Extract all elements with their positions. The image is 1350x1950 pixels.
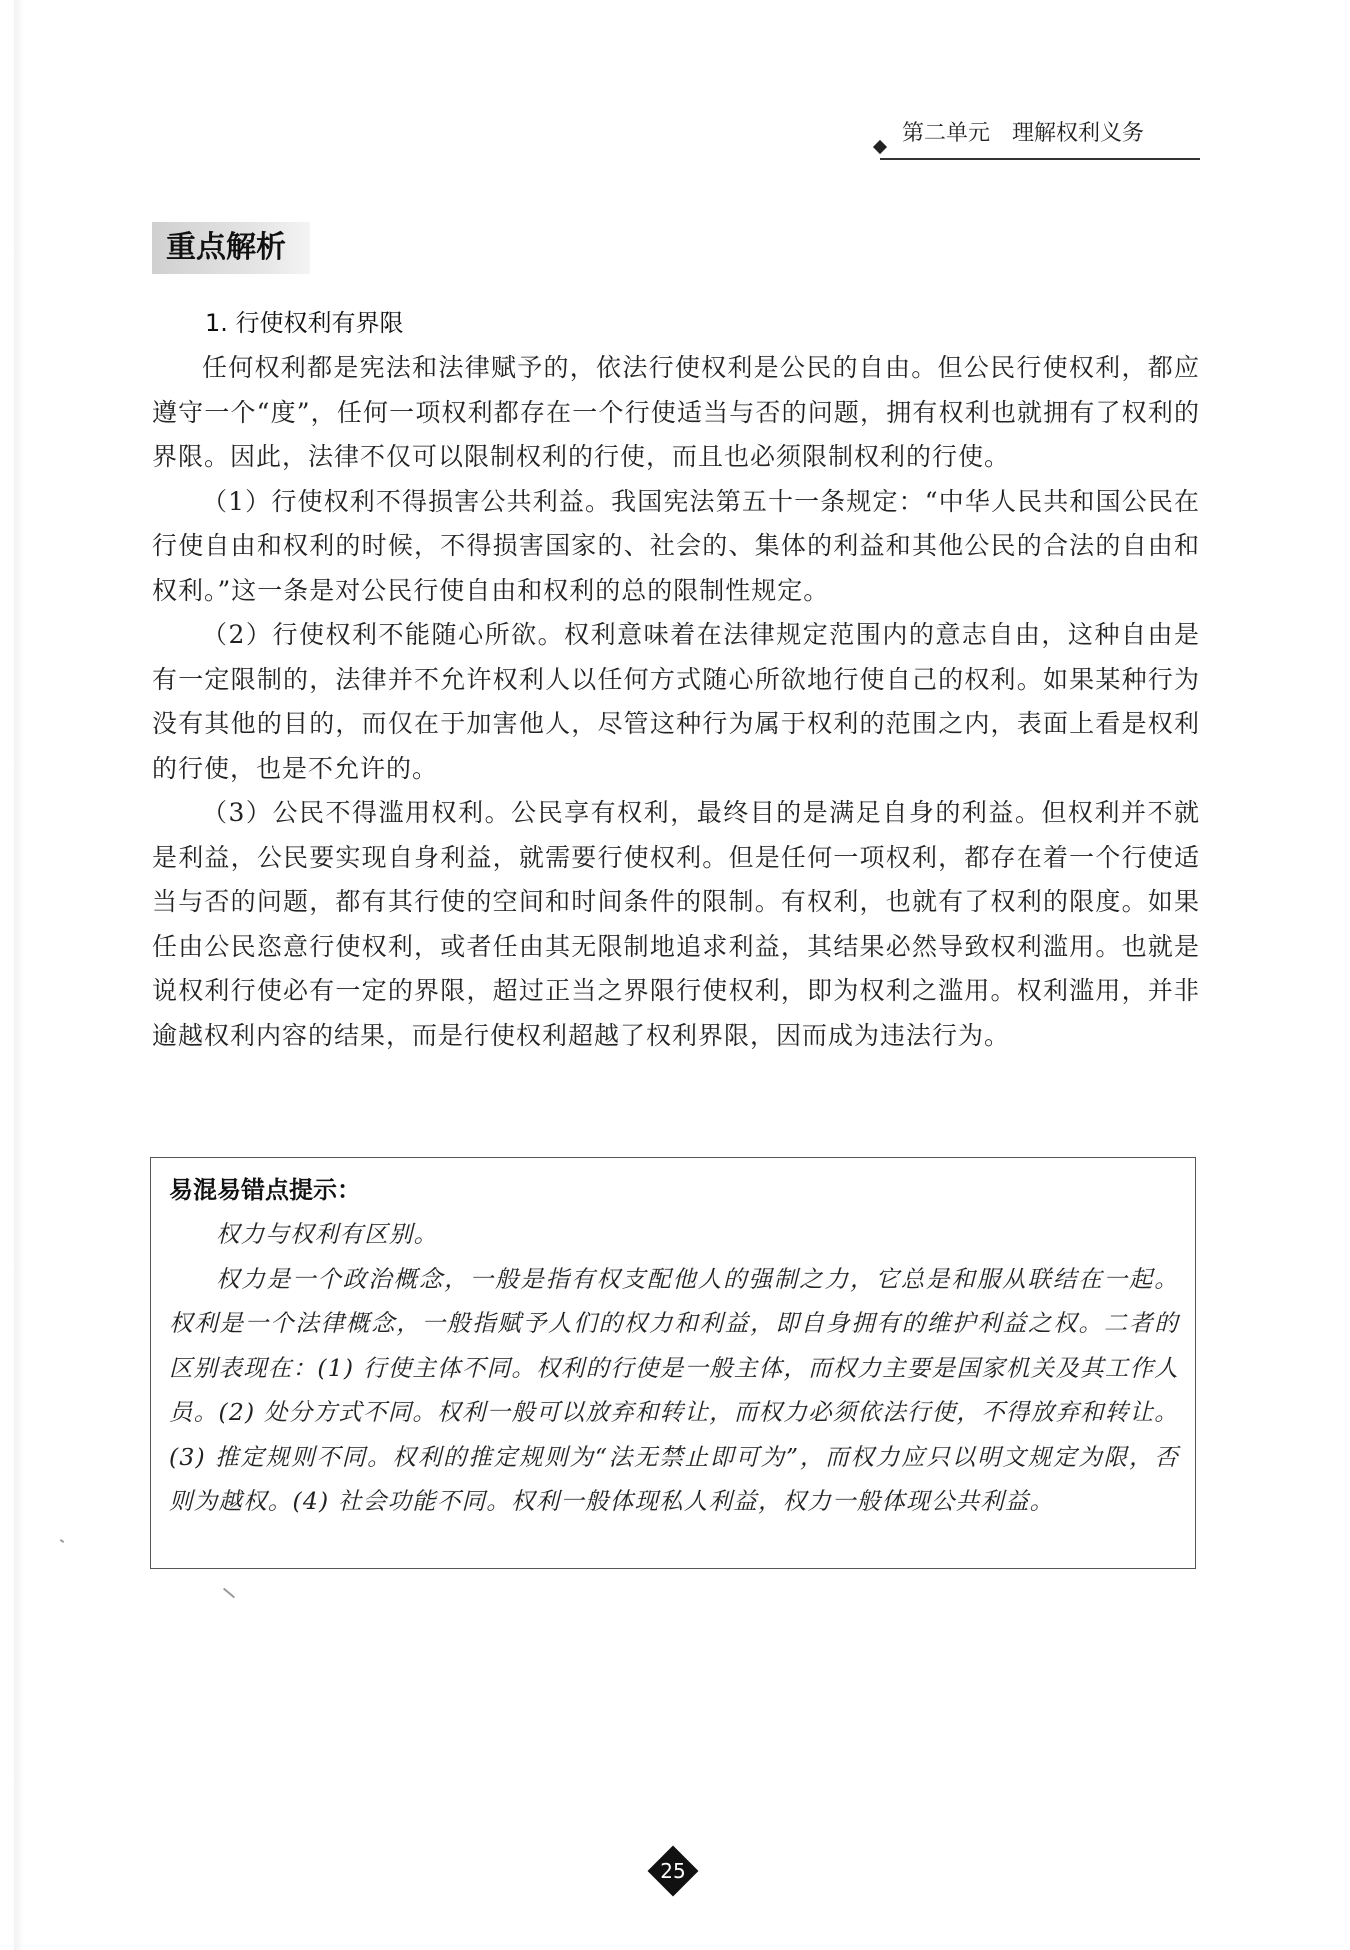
header-title: 第二单元 理解权利义务	[902, 121, 1145, 146]
tip-title: 易混易错点提示：	[169, 1176, 361, 1204]
paragraph: （1）行使权利不得损害公共利益。我国宪法第五十一条规定：“中华人民共和国公民在行使自由和权利的时候，不得损害国家的、社会的、集体的利益和其他公民的合法的自由和权利。”这一条是对公民行使自由和权利的总的限制性规定。	[152, 486, 1200, 605]
tip-box	[150, 1157, 1196, 1569]
paragraph: 任何权利都是宪法和法律赋予的，依法行使权利是公民的自由。但公民行使权利，都应遵守一个“度”，任何一项权利都存在一个行使适当与否的问题，拥有权利也就拥有了权利的界限。因此，法律不仅可以限制权利的行使，而且也必须限制权利的行使。	[152, 353, 1200, 471]
section-title: 重点解析	[152, 222, 310, 274]
tip-text	[169, 1212, 1179, 1524]
scan-speck	[223, 1588, 235, 1599]
body-text	[152, 346, 1200, 1058]
scan-edge	[14, 0, 24, 1950]
tip-paragraph: 权力与权利有区别。	[216, 1220, 439, 1248]
scan-speck	[60, 1539, 64, 1543]
header-diamond-icon	[873, 140, 887, 154]
page-number-badge	[648, 1846, 698, 1896]
page-header	[880, 110, 1200, 160]
page-number: 25	[660, 1859, 686, 1883]
tip-paragraph: 权力是一个政治概念，一般是指有权支配他人的强制之力，它总是和服从联结在一起。权利是一个法律概念，一般指赋予人们的权力和利益，即自身拥有的维护利益之权。二者的区别表现在：(1) 行使主体不同。权利的行使是一般主体，而权力主要是国家机关及其工作人员。(2) 处分方式不同。权利一般可以放弃和转让，而权力必须依法行使，不得放弃和转让。(3) 推定规则不同。权利的推定规则为“法无禁止即可为”，而权力应只以明文规定为限，否则为越权。(4) 社会功能不同。权利一般体现私人利益，权力一般体现公共利益。	[169, 1264, 1179, 1515]
paragraph: （3）公民不得滥用权利。公民享有权利，最终目的是满足自身的利益。但权利并不就是利益，公民要实现自身利益，就需要行使权利。但是任何一项权利，都存在着一个行使适当与否的问题，都有其行使的空间和时间条件的限制。有权利，也就有了权利的限度。如果任由公民恣意行使权利，或者任由其无限制地追求利益，其结果必然导致权利滥用。也就是说权利行使必有一定的界限，超过正当之界限行使权利，即为权利之滥用。权利滥用，并非逾越权利内容的结果，而是行使权利超越了权利界限，因而成为违法行为。	[152, 798, 1200, 1050]
paragraph: （2）行使权利不能随心所欲。权利意味着在法律规定范围内的意志自由，这种自由是有一定限制的，法律并不允许权利人以任何方式随心所欲地行使自己的权利。如果某种行为没有其他的目的，而仅在于加害他人，尽管这种行为属于权利的范围之内，表面上看是权利的行使，也是不允许的。	[152, 620, 1200, 783]
subheading: 1. 行使权利有界限	[205, 309, 404, 337]
